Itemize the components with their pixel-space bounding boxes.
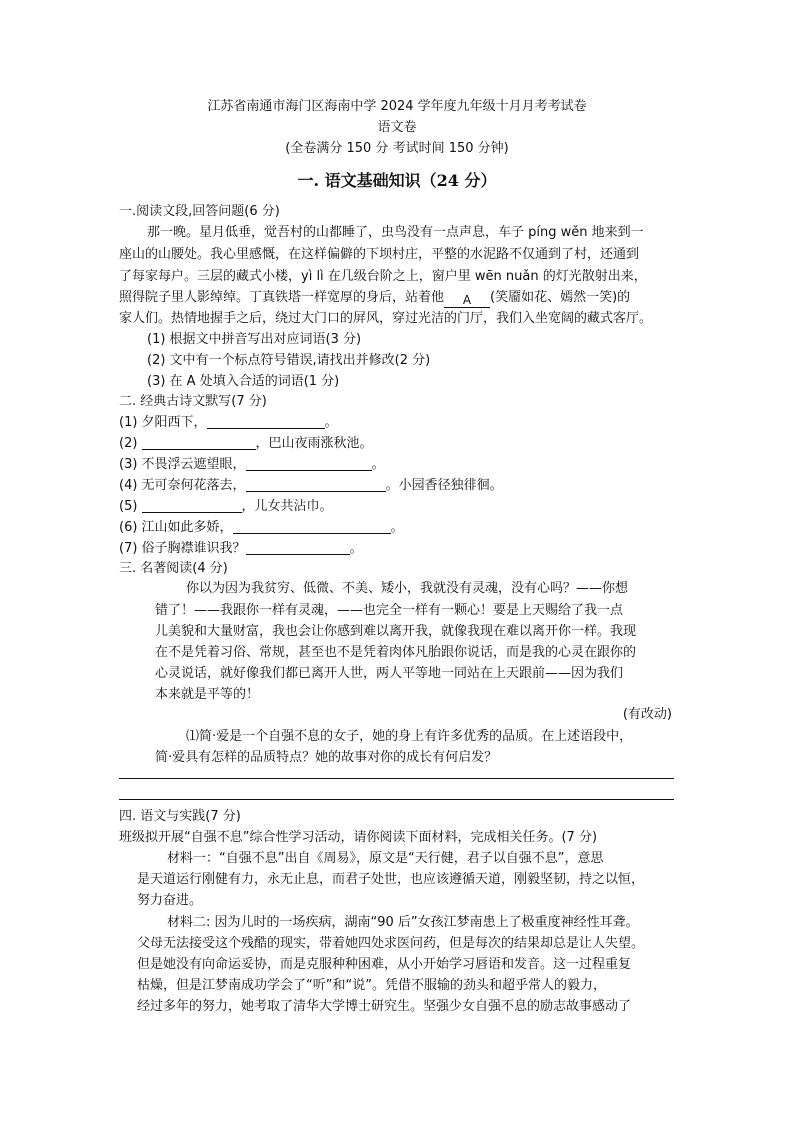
poem-text: 。: [390, 520, 404, 535]
poem-text: (6) 江山如此多娇，: [119, 520, 233, 535]
s1-question-1: (1) 根据文中拼音写出对应词语(3 分): [147, 332, 362, 347]
poem-text: ，儿女共沾巾。: [241, 499, 333, 514]
s4-material-2-line: 经过多年的努力，她考取了清华大学博士研究生。坚强少女自强不息的励志故事感动了: [137, 999, 632, 1014]
s4-material-1-line: 是天道运行刚健有力，永无止息，而君子处世，也应该遵循天道，刚毅坚韧，持之以恒，: [137, 872, 645, 887]
poem-text: (4) 无可奈何花落去，: [119, 478, 246, 493]
s4-heading: 四. 语文与实践(7 分): [119, 809, 241, 824]
s3-quote-line: 错了！——我跟你一样有灵魂，——也完全一样有一颗心！要是上天赐给了我一点: [155, 603, 624, 618]
answer-blank[interactable]: [142, 498, 242, 513]
poem-line-3: [119, 454, 679, 475]
poem-text: ，巴山夜雨涨秋池。: [255, 436, 373, 451]
s2-heading: 二. 经典古诗文默写(7 分): [119, 394, 267, 409]
s3-quote-line: 你以为因为我贫穷、低微、不美、矮小，我就没有灵魂，没有心吗？——你想: [186, 581, 629, 596]
answer-blank[interactable]: [246, 540, 350, 555]
blank-a: A: [444, 293, 490, 308]
poem-line-4: [119, 475, 679, 496]
poem-line-2: [119, 433, 679, 454]
s4-material-1-line: 材料一：“自强不息”出自《周易》，原文是“天行健，君子以自强不息”，意思: [167, 851, 604, 866]
poem-text: 。: [349, 541, 363, 556]
poem-line-6: [119, 517, 679, 538]
poem-text: (3) 不畏浮云遮望眼，: [119, 457, 246, 472]
poem-text: 。: [371, 457, 385, 472]
s3-question: ⑴简·爱是一个自强不息的女子，她的身上有许多优秀的品质。在上述语段中，: [186, 729, 633, 744]
s3-quote-line: 儿美貌和大量财富，我也会让你感到难以离开我，就像我现在难以离开你一样。我现: [155, 624, 637, 639]
section1-title: 一. 语文基础知识（24 分）: [297, 171, 497, 190]
answer-line[interactable]: [119, 799, 674, 800]
answer-blank[interactable]: [142, 435, 256, 450]
s4-material-2-line: 枯燥，但是江梦南成功学会了“听”和“说”。凭借不服输的劲头和超乎常人的毅力，: [137, 978, 606, 993]
exam-info: (全卷满分 150 分 考试时间 150 分钟): [285, 141, 509, 156]
s1-paragraph-line: 那一晚。星月低垂，觉吾村的山都睡了，虫鸟没有一点声息，车子 píng wěn 地来到一: [147, 225, 644, 240]
s1-question-2: (2) 文中有一个标点符号错误,请找出并修改(2 分): [147, 353, 431, 368]
s1-paragraph-line: 家人们。热情地握手之后，绕过大门口的屏风，穿过光洁的门厅，我们入坐宽阔的藏式客厅。: [119, 311, 653, 326]
poem-text: 。小园香径独徘徊。: [385, 478, 503, 493]
poem-line-7: [119, 538, 679, 559]
poem-text: (1) 夕阳西下，: [119, 415, 207, 430]
s1-text: (笑靥如花、嫣然一笑)的: [490, 290, 631, 305]
s3-quote-line: 心灵说话，就好像我们都已离开人世，两人平等地一同站在上天跟前——因为我们: [155, 666, 624, 681]
poem-line-5: [119, 496, 679, 517]
s3-quote-line: 在不是凭着习俗、常规，甚至也不是凭着肉体凡胎跟你说话，而是我的心灵在跟你的: [155, 645, 637, 660]
s1-heading: 一.阅读文段,回答问题(6 分): [119, 204, 280, 219]
school-title: 江苏省南通市海门区海南中学 2024 学年度九年级十月月考考试卷: [207, 99, 587, 114]
s3-quote-line: 本来就是平等的！: [155, 687, 260, 702]
poem-line-1: [119, 412, 679, 433]
s4-material-2-line: 父母无法接受这个残酷的现实，带着她四处求医问药，但是每次的结果却总是让人失望。: [137, 936, 645, 951]
answer-blank[interactable]: [207, 414, 325, 429]
subject-title: 语文卷: [377, 120, 417, 135]
s4-intro: 班级拟开展“自强不息”综合性学习活动，请你阅读下面材料，完成相关任务。(7 分): [119, 830, 598, 845]
s4-material-2-line: 但是她没有向命运妥协，而是克服种种困难，从小开始学习唇语和发音。这一过程重复: [137, 957, 632, 972]
poem-text: (7) 俗子胸襟谁识我？: [119, 541, 246, 556]
s4-material-1-line: 努力奋进。: [137, 893, 203, 908]
answer-line[interactable]: [119, 778, 674, 779]
poem-text: (2): [119, 436, 142, 451]
s4-material-2-line: 材料二: 因为儿时的一场疾病，湖南“90 后”女孩江梦南患上了极重度神经性耳聋。: [167, 915, 639, 930]
answer-blank[interactable]: [233, 519, 391, 534]
s1-question-3: (3) 在 A 处填入合适的词语(1 分): [147, 374, 340, 389]
s1-paragraph-line: 了每家每户。三层的藏式小楼，yì lì 在几级台阶之上，窗户里 wēn nuǎn 的灯光散射出来，: [119, 269, 647, 284]
s3-question: 简·爱具有怎样的品质特点？她的故事对你的成长有何启发？: [155, 750, 498, 765]
s3-note: (有改动): [622, 707, 672, 722]
s1-text: 照得院子里人影绰绰。丁真铁塔一样宽厚的身后，站着他: [119, 290, 445, 305]
answer-blank[interactable]: [246, 456, 372, 471]
answer-blank[interactable]: [246, 477, 386, 492]
s1-paragraph-line: [119, 287, 679, 308]
poem-text: 。: [324, 415, 338, 430]
poem-text: (5): [119, 499, 142, 514]
s1-paragraph-line: 座山的山腰处。我心里感慨，在这样偏僻的下坝村庄，平整的水泥路不仅通到了村，还通到: [119, 247, 640, 262]
s3-heading: 三. 名著阅读(4 分): [119, 561, 228, 576]
